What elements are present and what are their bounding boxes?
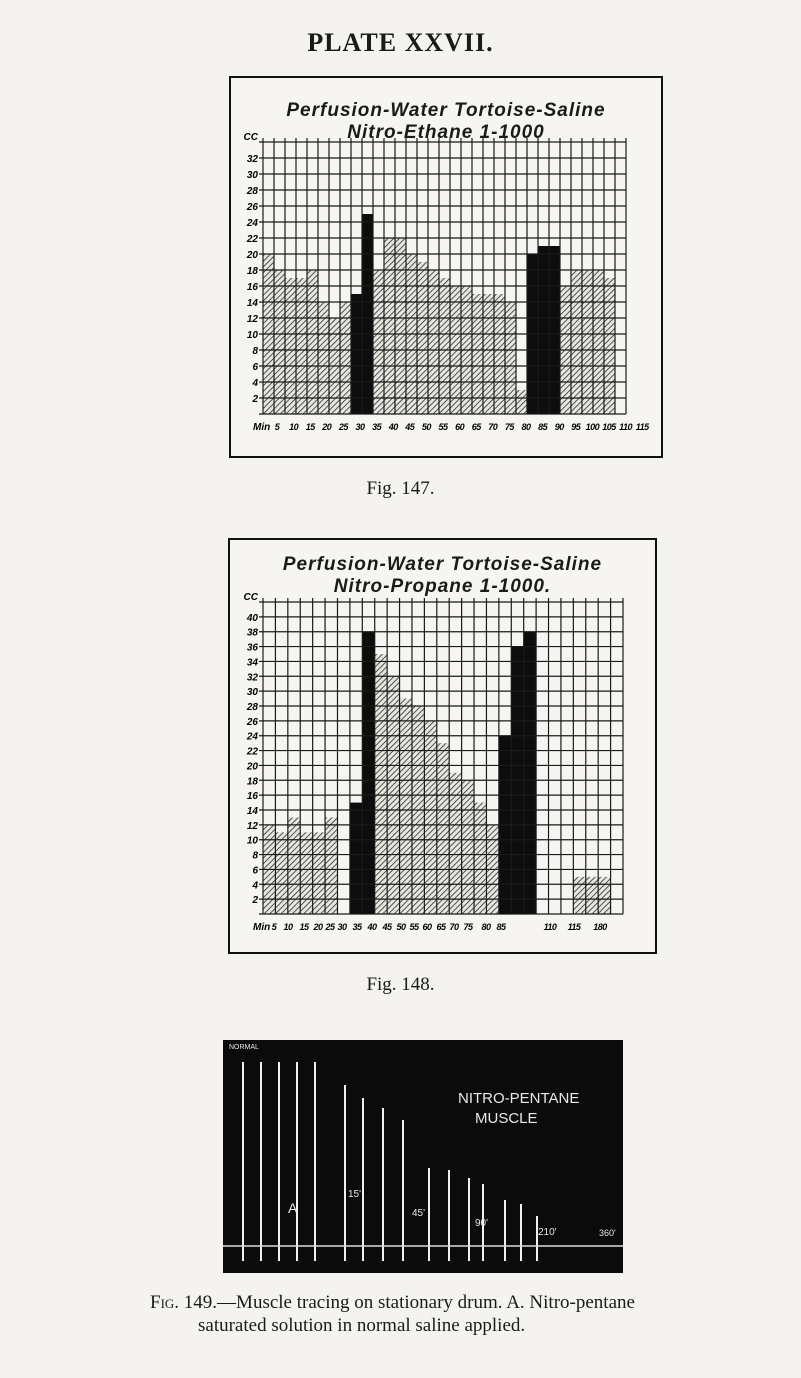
fig147-xtick-4: 25 (338, 422, 348, 432)
fig147-bar-s0-15 (428, 270, 439, 414)
fig148-ytick-2: 36 (246, 642, 258, 654)
fig148-bar-s0-3 (300, 832, 312, 914)
fig148-ytick-0: 40 (246, 612, 258, 624)
fig147-bar-s0-20 (483, 294, 494, 414)
fig147-bar-s0-5 (318, 302, 329, 414)
fig148-ytick-14: 12 (246, 820, 258, 832)
fig147-xtick-11: 60 (455, 422, 465, 432)
fig148-ytick-15: 10 (246, 835, 258, 847)
fig148-bar-s1-8 (362, 632, 374, 914)
fig148-xtick-19: 180 (593, 922, 607, 932)
tracing-title-line1: NITRO-PENTANE (458, 1090, 580, 1107)
fig147-xtick-6: 35 (372, 422, 382, 432)
fig147-xtick-9: 50 (421, 422, 431, 432)
fig148-ytick-4: 32 (246, 672, 258, 684)
fig147-xtick-20: 105 (602, 422, 616, 432)
fig148-ytick-13: 14 (246, 806, 258, 817)
fig148-ytick-10: 20 (246, 761, 258, 773)
fig147-xtick-8: 45 (405, 422, 415, 432)
fig147-bar-s0-23 (516, 390, 527, 414)
fig148-bar-s0-25 (573, 877, 585, 914)
fig147-bar-s0-7 (340, 302, 351, 414)
fig147-xtick-17: 90 (554, 422, 564, 432)
fig147-xtick-18: 95 (571, 422, 581, 432)
fig147-xtick-7: 40 (388, 422, 398, 432)
fig147-bar-s0-31 (604, 278, 615, 414)
fig148-bar-s0-16 (462, 780, 474, 914)
fig148-xtick-7: 40 (367, 922, 377, 932)
fig147-ytick-1: 30 (246, 170, 258, 181)
fig149-label: Fig. 149. (150, 1292, 218, 1313)
fig147-ytick-9: 14 (246, 298, 258, 309)
fig148-xtick-4: 25 (325, 922, 335, 932)
fig147-ytick-3: 26 (246, 202, 258, 213)
fig148-xtick-14: 75 (463, 922, 473, 932)
fig147-ytick-5: 22 (246, 234, 258, 245)
tracing-mark-a: A (288, 1200, 298, 1216)
fig148-bar-s0-9 (375, 654, 387, 914)
fig148-bar-s1-21 (524, 632, 536, 914)
fig147-bar-s1-8 (351, 294, 362, 414)
muscle-tracing-photo (223, 1040, 623, 1273)
fig148-ytick-1: 38 (246, 627, 258, 639)
fig148-ytick-19: 2 (252, 895, 258, 907)
tracing-normal-label: NORMAL (229, 1044, 259, 1051)
fig147-title-line1: Perfusion-Water Tortoise-Saline (286, 100, 606, 121)
fig148-title-line1: Perfusion-Water Tortoise-Saline (282, 554, 603, 575)
fig147-xtick-16: 85 (538, 422, 548, 432)
fig147-bar-s0-10 (373, 270, 384, 414)
fig147-bar-s0-30 (593, 270, 604, 414)
fig148-ytick-18: 4 (252, 880, 258, 892)
fig147-bar-s0-1 (274, 270, 285, 414)
fig148-bar-s1-7 (350, 803, 362, 914)
fig147-xtick-2: 15 (305, 422, 315, 432)
fig147-bar-s1-26 (549, 246, 560, 414)
fig147-ytick-8: 16 (246, 282, 258, 293)
fig148-chart (230, 540, 655, 952)
fig148-ytick-5: 30 (246, 687, 258, 699)
fig147-xlabel: Min (253, 422, 271, 433)
fig148-xtick-13: 70 (449, 922, 459, 932)
tracing-title-line2: MUSCLE (475, 1110, 538, 1127)
fig148-bar-s0-17 (474, 803, 486, 914)
fig147-caption: Fig. 147. (366, 478, 435, 499)
fig148-xtick-6: 35 (352, 922, 362, 932)
fig147-xtick-13: 70 (488, 422, 498, 432)
fig148-xtick-2: 15 (299, 922, 309, 932)
plate-title: PLATE XXVII. (307, 28, 494, 57)
fig148-ytick-7: 26 (246, 716, 258, 728)
fig148-title-line2: Nitro-Propane 1-1000. (333, 576, 552, 597)
fig148-xlabel: Min (253, 922, 271, 933)
fig148-bar-s0-11 (400, 699, 412, 914)
fig148-bar-s0-1 (275, 832, 287, 914)
fig148-ytick-12: 16 (246, 791, 258, 803)
fig149-text-line2: saturated solution in normal saline applied. (198, 1315, 526, 1336)
fig147-bar-s0-21 (494, 294, 505, 414)
fig147-bar-s0-28 (571, 270, 582, 414)
fig147-ytick-6: 20 (246, 250, 258, 261)
fig147-ytick-11: 10 (246, 330, 258, 341)
fig147-xtick-19: 100 (585, 422, 600, 432)
fig147-ytick-7: 18 (246, 266, 258, 277)
fig147-bar-s0-16 (439, 278, 450, 414)
tracing-mark-45: 45' (412, 1208, 426, 1219)
fig147-xtick-21: 110 (619, 422, 633, 432)
fig148-xtick-16: 85 (496, 922, 506, 932)
fig148-ytick-3: 34 (246, 657, 258, 669)
fig147-xtick-0: 5 (274, 422, 280, 432)
fig148-xtick-18: 115 (567, 922, 581, 932)
fig147-xtick-14: 75 (504, 422, 514, 432)
fig148-xtick-0: 5 (271, 922, 277, 932)
tracing-mark-90: 90' (475, 1218, 489, 1229)
fig148-bar-s0-13 (424, 721, 436, 914)
fig147-bar-s0-22 (505, 302, 516, 414)
fig147-bar-s0-29 (582, 270, 593, 414)
fig147-xtick-5: 30 (355, 422, 365, 432)
fig148-panel (228, 538, 657, 954)
fig148-xtick-11: 60 (422, 922, 432, 932)
fig148-xtick-3: 20 (313, 922, 323, 932)
fig147-bar-s1-25 (538, 246, 549, 414)
fig147-bar-s1-9 (362, 214, 373, 414)
tracing-mark-15: 15' (348, 1189, 362, 1200)
fig147-ytick-2: 28 (246, 186, 258, 197)
fig148-xtick-8: 45 (382, 922, 392, 932)
fig147-xtick-22: 115 (635, 422, 649, 432)
fig148-bar-s0-4 (313, 832, 325, 914)
fig148-ylabel: CC (243, 592, 258, 603)
fig147-ytick-10: 12 (246, 314, 258, 325)
fig148-bar-s0-15 (449, 773, 461, 914)
fig147-ytick-13: 6 (252, 362, 258, 373)
fig148-bar-s0-26 (586, 877, 598, 914)
fig149-caption (150, 1291, 770, 1337)
fig147-ylabel: CC (243, 132, 258, 143)
fig147-panel (229, 76, 663, 458)
fig147-title-line2: Nitro-Ethane 1-1000 (347, 122, 545, 143)
fig149-text-line1: —Muscle tracing on stationary drum. A. Nitro-pentane (217, 1292, 635, 1313)
fig147-ytick-14: 4 (252, 378, 258, 389)
fig147-bar-s0-3 (296, 278, 307, 414)
fig147-bar-s0-11 (384, 238, 395, 414)
fig147-bar-s0-2 (285, 278, 296, 414)
fig147-xtick-1: 10 (289, 422, 299, 432)
fig147-bar-s0-4 (307, 270, 318, 414)
fig148-xtick-10: 55 (409, 922, 419, 932)
fig148-bar-s0-27 (598, 877, 610, 914)
fig148-xtick-5: 30 (337, 922, 347, 932)
fig148-ytick-17: 6 (252, 865, 258, 877)
fig147-ytick-12: 8 (252, 346, 258, 357)
fig147-xtick-3: 20 (322, 422, 332, 432)
fig147-ytick-15: 2 (252, 394, 258, 405)
fig148-ytick-6: 28 (246, 702, 258, 713)
fig148-caption: Fig. 148. (366, 974, 435, 995)
fig147-xtick-15: 80 (521, 422, 531, 432)
fig148-ytick-16: 8 (252, 850, 258, 862)
fig148-xtick-1: 10 (283, 922, 293, 932)
tracing-mark-360: 360' (599, 1228, 616, 1238)
tracing-lines (223, 1040, 623, 1273)
fig147-bar-s0-19 (472, 294, 483, 414)
fig148-xtick-12: 65 (436, 922, 446, 932)
fig147-xtick-12: 65 (471, 422, 481, 432)
fig147-xtick-10: 55 (438, 422, 448, 432)
fig148-xtick-17: 110 (543, 922, 557, 932)
fig148-ytick-11: 18 (246, 776, 258, 788)
fig148-bar-s0-14 (437, 743, 449, 914)
fig147-ytick-0: 32 (246, 154, 258, 165)
fig148-xtick-15: 80 (481, 922, 491, 932)
fig147-ytick-4: 24 (246, 218, 258, 229)
fig148-xtick-9: 50 (396, 922, 406, 932)
fig147-bar-s0-14 (417, 262, 428, 414)
tracing-mark-210: 210' (538, 1227, 557, 1238)
fig148-ytick-8: 24 (246, 731, 258, 743)
fig147-chart (231, 78, 661, 456)
fig148-ytick-9: 22 (246, 746, 258, 758)
fig147-bar-s0-12 (395, 238, 406, 414)
